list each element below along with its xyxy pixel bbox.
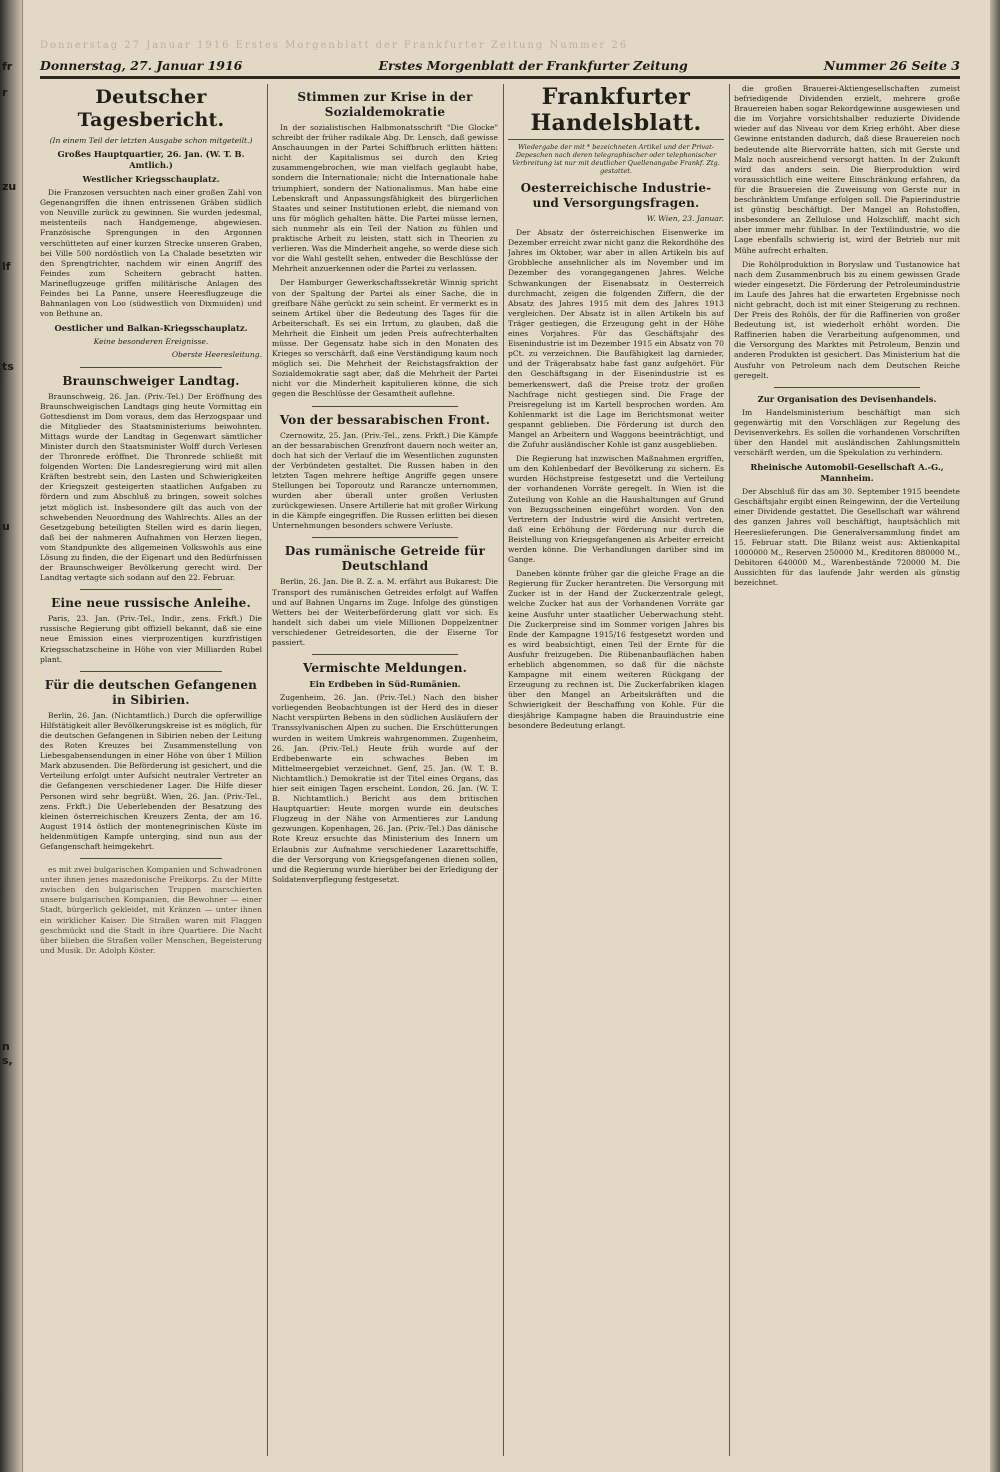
- column-divider: [503, 84, 504, 1456]
- article-title-automobil: Rheinische Automobil-Gesellschaft A.-G., Mannheim.: [750, 462, 944, 484]
- article-title-vermischtes: Vermischte Meldungen.: [302, 661, 467, 676]
- article-body-industrie-3: Daneben könnte früher gar die gleiche Frage an die Regierung für Zucker herantreten. Die Versorgung mit Zucker ist in der Hand der Zuckerzentrale gelegt, welche Zucker hat aus der Vorhandenen Vorräte gar keine Ausfuhr unter staatlicher Ueberwachung steht. Die Zuckerpreise sind im Sommer vorigen Jahres bis Ende der Kampagne 1915/16 festgesetzt worden und es wird beabsichtigt, einen Teil der Ernte für die Ausfuhr freizugeben. Die Rübenanbauflächen haben erheblich abgenommen, so daß für die nächste Kampagne mit einem weiteren Rückgang der Erzeugung zu rechnen ist. Die Zuckerfabriken klagen über den Mangel an Arbeitskräften und die Schwierigkeit der Beschaffung von Kohle. Für die diesjährige Kampagne haben die Brauindustrie eine besondere Bedeutung erlangt.: [508, 569, 724, 730]
- separator: [312, 537, 458, 538]
- adjacent-page-spine: [0, 0, 22, 1472]
- separator: [80, 858, 222, 859]
- article-signature: Oberste Heeresleitung.: [171, 350, 262, 360]
- article-body-sozialdemokratie: In der sozialistischen Halbmonatsschrift "Die Glocke" schreibt der früher radikale Abg. Dr. Lensch, daß gewisse Anschauungen in der Partei Schiffbruch erlitten hätten: nicht der Kapitalismus sei durch den Krieg zusammengebrochen, wie man vielfach geglaubt habe, sondern die Internationale; nicht die Internationale habe triumphiert, sondern der Nationalismus. Man habe eine Lebenskraft und Anpassungsfähigkeit des bürgerlichen Staates und seiner Institutionen erlebt, die niemand von uns für möglich gehalten hätte. Die Partei müsse lernen, sich nunmehr als ein Teil der Nation zu fühlen und praktische Arbeit zu leisten, statt sich in Theorien zu verlieren. Was die Minderheit angehe, so werde diese sich vor die Wahl gestellt sehen, entweder die Beschlüsse der Mehrheit anzuerkennen oder die Partei zu verlassen.: [272, 123, 498, 274]
- article-body-petroleum: Die Rohölproduktion in Boryslaw und Tustanowice hat nach dem Zusammenbruch bis zu einem gewissen Grade wieder eingesetzt. Die Förderung der Petroleumindustrie im Laufe des Jahres hat die erwarteten Ergebnisse noch nicht gebracht, doch ist mit einer Steigerung zu rechnen. Der Preis des Rohöls, der für die Raffinerien von großer Bedeutung ist, ist wiederholt erhöht worden. Die Raffinerien haben die Verarbeitung aufgenommen, und die Versorgung des Marktes mit Petroleum, Benzin und anderen Produkten ist gesichert. Das Ministerium hat die Ausfuhr von Petroleum nach dem Deutschen Reiche geregelt.: [734, 259, 960, 380]
- article-body-industrie: Der Absatz der österreichischen Eisenwerke im Dezember erreicht zwar nicht ganz die Rekordhöhe des Jahres im Oktober, war aber in allen Artikeln bis auf Grobbleche ansehnlicher als im November und im Dezember des vorangegangenen Jahres. Welche Schwankungen der Eisenabsatz in Oesterreich durchmacht, zeigen die folgenden Ziffern, die der Absatz des Jahres 1915 mit dem des Jahres 1913 vergleichen. Der Absatz ist in allen Artikeln bis auf Träger gestiegen, die Erzeugung geht in der Höhe eines Vorjahres. Für das Geschäftsjahr des Eisenindustrie ist im Dezember 1915 ein Absatz von 70 pCt. zu verzeichnen. Die Baufähigkeit lag darnieder, und der Trägerabsatz habe fast ganz aufgehört. Für den Geschäftsgang in der Eisenindustrie ist es bemerkenswert, daß die Preise trotz der großen Nachfrage nicht gestiegen sind. Die Frage der Preisregelung ist im Kartell besprochen worden. Am Kohlenmarkt ist die Lage im Berichtsmonat weiter gespannt geblieben. Die Förderung ist durch den Mangel an Arbeitern und Waggons beeinträchtigt, und die Zufuhr ausländischer Kohle ist ganz ausgeblieben.: [508, 228, 724, 450]
- separator: [312, 654, 458, 655]
- spine-fragment: ts: [2, 360, 14, 373]
- spine-fragment: ns,: [2, 1040, 13, 1068]
- article-body-sozialdemokratie-2: Der Hamburger Gewerkschaftssekretär Winnig spricht von der Spaltung der Partei als einer Sache, die in greifbare Nähe gerückt zu sein scheint. Er vermerkt es in seinem Artikel über die Bedeutung des Tages für die Arbeiterschaft. Es sei ein Irrtum, zu glauben, daß die Mehrheit die Einheit um jeden Preis aufrechterhalten müsse. Der Gegensatz habe sich in den Monaten des Krieges so verschärft, daß eine Verständigung kaum noch möglich sei. Die Mehrheit der Reichstagsfraktion der Sozialdemokratie sagt aber, daß die Mehrheit der Partei nicht vor die Minderheit kapitulieren könne, die sich gegen die Beschlüsse der Gesamtheit auflehne.: [272, 278, 498, 399]
- separator: [80, 367, 222, 368]
- article-title-devisen: Zur Organisation des Devisenhandels.: [757, 393, 937, 404]
- bleed-through-header: Donnerstag 27 Januar 1916 Erstes Morgenblatt der Frankfurter Zeitung Nummer 26: [40, 40, 629, 51]
- article-title-anleihe: Eine neue russische Anleihe.: [51, 596, 251, 611]
- article-title-sozialdemokratie: Stimmen zur Krise in der Sozialdemokratie: [297, 90, 473, 119]
- handelsblatt-masthead: Frankfurter Handelsblatt.: [508, 84, 724, 140]
- dateline-hq: Großes Hauptquartier, 26. Jan. (W. T. B. Amtlich.): [57, 149, 245, 171]
- article-title-getreide: Das rumänische Getreide für Deutschland: [284, 544, 486, 574]
- separator: [80, 671, 222, 672]
- section-head-east: Oestlicher und Balkan-Kriegsschauplatz.: [54, 323, 248, 334]
- reprint-notice: Wiedergabe der mit * bezeichneten Artikel und der Privat-Depeschen nach deren telegraphischer oder telephonischer Verbreitung ist nur mit deutlicher Quellenangabe Frankf. Ztg. gestattet.: [512, 143, 720, 175]
- article-body-industrie-2: Die Regierung hat inzwischen Maßnahmen ergriffen, um den Kohlenbedarf der Bevölkerung zu sichern. Es wurden Höchstpreise festgesetzt und die Verteilung der vorhandenen Vorräte geregelt. In Wien ist die Zuteilung von Kohle an die Haushaltungen auf Grund von Bezugsscheinen eingeführt worden. Von den Vertretern der Industrie wird die Ansicht vertreten, daß eine Erhöhung der Förderung nur durch die Beistellung von Kriegsgefangenen als Arbeiter erreicht werden könne. Die Verhandlungen darüber sind im Gange.: [508, 454, 724, 565]
- column-4: [734, 84, 960, 1456]
- spine-fragment: r: [2, 86, 8, 99]
- spine-fragment: fr: [2, 60, 13, 73]
- column-divider: [729, 84, 730, 1456]
- article-body-brauerei: die großen Brauerei-Aktiengesellschaften zumeist befriedigende Dividenden erzielt, mehrere große Brauereien haben sogar Rekordgewinne ausgewiesen und die im Vorjahre vorsichtshalber reduzierte Dividende wieder auf das Niveau vor dem Krieg erhöht. Aber diese Gewinne entstanden dadurch, daß diese Brauereien noch bedeutende alte Biervorräte hatten, sich mit Gerste und Malz noch ausreichend versorgt hatten. In der Zukunft wird das anders sein. Die Bierproduktion wird voraussichtlich eine weitere Einschränkung erfahren, da für die Brauereien die Zuweisung von Gerste nur in beschränktem Umfange erfolgen soll. Die Papierindustrie ist günstig beschäftigt. Der Mangel an Rohstoffen, insbesondere an Zellulose und Holzschliff, macht sich aber immer mehr fühlbar. In der Textilindustrie, wo die Lage ebenfalls schwierig ist, wird der Betrieb nur mit Mühe aufrecht erhalten.: [734, 84, 960, 255]
- article-body-landtag: Braunschweig, 26. Jan. (Priv.-Tel.) Der Eröffnung des Braunschweigischen Landtags ging heute Vormittag ein Gottesdienst im Dom voraus, dem das Herzogspaar und die Mitglieder des Staatsministeriums beiwohnten. Mittags wurde der Landtag in Gegenwart sämtlicher Minister durch den Staatsminister Wolff durch Verlesen der Thronrede eröffnet. Die Thronrede schließt mit folgenden Worten: Die Landesregierung wird mit allen Kräften bestrebt sein, den Lasten und Schwierigkeiten der Kriegszeit gesteigerten staatlichen Aufgaben zu fördern und zum Abschluß zu bringen, soweit solches jetzt möglich ist. Insbesondere gilt das auch von der schwebenden Neuordnung des Wahlrechts. Alles an der Gesetzgebung beteiligten Stellen wird es darin liegen, daß bei der nahmeren Aufnahmen von Herzen liegen, vom Standpunkte des allgemeinen Volkswohls aus eine Lösung zu finden, die der Eigenart und den Bedürfnissen der Braunschweiger Bevölkerung gerecht wird. Der Landtag vertagte sich sodann auf den 22. Februar.: [40, 391, 262, 583]
- article-subtitle: (In einem Teil der letzten Ausgabe schon mitgeteilt.): [49, 136, 253, 145]
- column-1: [40, 84, 262, 1456]
- section-head-erdbeben: Ein Erdbeben in Süd-Rumänien.: [309, 679, 461, 690]
- article-dateline: W. Wien, 23. Januar.: [646, 214, 724, 223]
- separator: [80, 589, 222, 590]
- article-body-anleihe: Paris, 23. Jan. (Priv.-Tel., Indir., zens. Frkft.) Die russische Regierung gibt offiziell bekannt, daß sie eine neue Emission eines vierprozentigen kurzfristigen Kriegsschatzscheine in Höhe von vier Milliarden Rubel plant.: [40, 614, 262, 664]
- article-title-bessarabien: Von der bessarabischen Front.: [279, 412, 491, 427]
- article-title-landtag: Braunschweiger Landtag.: [62, 373, 240, 388]
- page-header: [40, 56, 960, 74]
- article-title-gefangene: Für die deutschen Gefangenen in Sibirien.: [44, 677, 258, 707]
- article-body-continued: es mit zwei bulgarischen Kompanien und Schwadronen unter ihnen jenes mazedonische Freikorps. Zu der Mitte zwischen den bulgarischen Truppen marschierten unsere bulgarischen Kompanien, die Bewohner — einer Stadt, bürgerlich gekleidet, mit Kränzen — unter ihnen ein wirklicher Kaiser. Die Straßen waren mit Flaggen geschmückt und die Stadt in ihre Quartiere. Die Nacht über blieben die Straßen voller Menschen, Begeisterung und Musik. Dr. Adolph Köster.: [40, 865, 262, 955]
- column-3: [508, 84, 724, 1456]
- column-divider: [267, 84, 268, 1456]
- article-body-west: Die Franzosen versuchten nach einer großen Zahl von Gegenangriffen die ihnen entrissenen Gräben südlich von Neuville zurück zu gewinnen. Sie wurden jedesmal, meistenteils nach Handgemenge, abgewiesen. Französische Sprengungen in den Argonnen verschütteten auf einer kurzen Strecke unseren Graben, bei Ville 500 nordöstlich von La Chalade besetzten wir den Sprengtrichter, nachdem wir einen Angriff des Feindes zum Scheitern gebracht hatten. Marineflugzeuge griffen militärische Anlagen des Feindes bei La Panne, unsere Heeresflugzeuge die Bahnanlagen von Loo (südwestlich von Dixmuiden) und von Bethune an.: [40, 188, 262, 319]
- header-page-number: Nummer 26 Seite 3: [823, 57, 960, 73]
- article-body-automobil: Der Abschluß für das am 30. September 1915 beendete Geschäftsjahr ergibt einen Reingewinn, der die Verteilung einer Dividende gestattet. Die Gesellschaft war während des ganzen Jahres voll beschäftigt, hauptsächlich mit Heereslieferungen. Die Generalversammlung findet am 15. Februar statt. Die Bilanz weist aus: Aktienkapital 1000000 M., Reserven 250000 M., Kreditoren 880000 M., Debitoren 640000 M., Warenbestände 720000 M. Die Aussichten für das laufende Jahr werden als günstig bezeichnet.: [734, 487, 960, 588]
- article-title-industrie: Oesterreichische Industrie- und Versorgungsfragen.: [520, 181, 712, 210]
- spine-fragment: lf: [2, 260, 11, 273]
- article-body-gefangene: Berlin, 26. Jan. (Nichtamtlich.) Durch die opferwillige Hilfstätigkeit aller Bevölkerungskreise ist es möglich, für die deutschen Gefangenen in Sibirien neben der Leitung des Roten Kreuzes bei Zusammenstellung von Liebesgabensendungen in einer Höhe von über 1 Million Mark abzusenden. Die Beförderung ist gesichert, und die Verteilung erfolgt unter Aufsicht neutraler Vertreter an die Gefangenen verschiedener Lager. Die Hilfe dieser Personen wird sehr begrüßt. Wien, 26. Jan. (Priv.-Tel., zens. Frkft.) Die Ueberlebenden der Besatzung des kleinen österreichischen Kreuzers Zenta, der am 16. August 1914 östlich der montenegrinischen Küste im heldenmütigen Kampfe unterging, sind nun aus der Gefangenschaft heimgekehrt.: [40, 710, 262, 851]
- article-body-getreide: Berlin, 26. Jan. Die B. Z. a. M. erfährt aus Bukarest: Die Transport des rumänischen Getreides erfolgt auf Waffen und auf Bahnen Ungarns im Zuge. Infolge des günstigen Wetters bei der Weiterbeförderung glatt vor sich. Es handelt sich dabei um viele Millionen Doppelzentner verschiedener Getreidesorten, die der Eiserne Tor passiert.: [272, 577, 498, 648]
- page-edge: [990, 0, 1000, 1472]
- article-body-devisen: Im Handelsministerium beschäftigt man sich gegenwärtig mit den Vorschlägen zur Regelung des Devisenverkehrs. Es sollen die vorhandenen Vorschriften über den Handel mit ausländischen Zahlungsmitteln verschärft werden, um die Spekulation zu verhindern.: [734, 407, 960, 458]
- article-title-tagesbericht: Deutscher Tagesbericht.: [77, 86, 225, 131]
- separator: [774, 387, 920, 388]
- separator: [312, 406, 458, 407]
- article-body-vermischtes: Zugenheim, 26. Jan. (Priv.-Tel.) Nach den bisher vorliegenden Beobachtungen ist der Herd des in dieser Nacht verspürten Bebens in den südlichen Ausläufern der Transsylvanischen Alpen zu suchen. Die Erschütterungen wurden in weitem Umkreis wahrgenommen. Zugenheim, 26. Jan. (Priv.-Tel.) Heute früh wurde auf der Erdbebenwarte ein schwaches Beben im Mittelmeergebiet verzeichnet. Genf, 25. Jan. (W. T. B. Nichtamtlich.) Demokratie ist der Titel eines Organs, das hier seit einigen Tagen erscheint. London, 26. Jan. (W. T. B. Nichtamtlich.) Bericht aus dem britischen Hauptquartier: Heute morgen wurde ein deutsches Flugzeug in der Nähe von Armentieres zur Landung gezwungen. Kopenhagen, 26. Jan. (Priv.-Tel.) Das dänische Rote Kreuz ersuchte das Ministerium des Innern um Erlaubnis zur Aufnahme verschiedener Lazarettschiffe, die der Versorgung von Kriegsgefangenen dienen sollen, und die Regierung wurde hierüber bei der Erledigung der Soldatenverpflegung festgesetzt.: [272, 693, 498, 884]
- article-body-bessarabien: Czernowitz, 25. Jan. (Priv.-Tel., zens. Frkft.) Die Kämpfe an der bessarabischen Grenzfront dauern noch weiter an, doch hat sich der Verlauf die im Wesentlichen zugunsten der Verbündeten gestaltet. Die Russen haben in den letzten Tagen mehrere heftige Angriffe gegen unsere Stellungen bei Toporoutz und Rarancze unternommen, wurden aber überall unter großen Verlusten zurückgewiesen. Unsere Artillerie hat mit großer Wirkung in die Kämpfe eingegriffen. Die Russen erlitten bei diesen Unternehmungen besonders schwere Verluste.: [272, 430, 498, 531]
- header-date: Donnerstag, 27. Januar 1916: [40, 57, 243, 73]
- header-title: Erstes Morgenblatt der Frankfurter Zeitung: [378, 57, 688, 73]
- spine-fragment: u: [2, 520, 10, 533]
- column-2: [272, 84, 498, 1456]
- header-rule: [40, 76, 960, 79]
- article-body-east: Keine besonderen Ereignisse.: [93, 337, 209, 347]
- section-head-west: Westlicher Kriegsschauplatz.: [82, 174, 220, 185]
- spine-fragment: zu: [2, 180, 17, 193]
